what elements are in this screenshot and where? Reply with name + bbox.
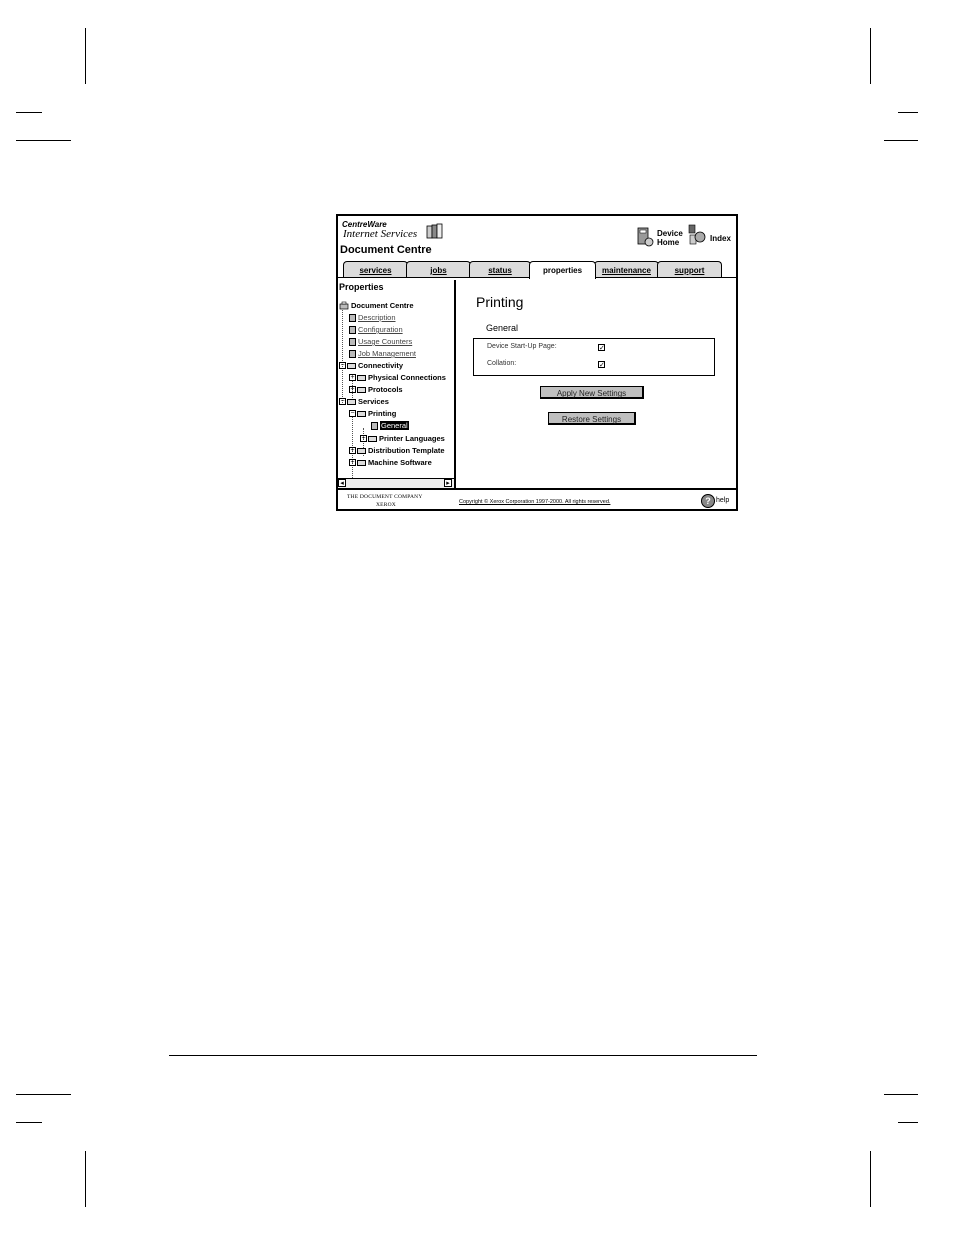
index-icon[interactable]	[688, 224, 706, 246]
crop-mark	[884, 1094, 918, 1095]
brand-centreware: CentreWare	[342, 220, 387, 229]
crop-mark	[870, 1151, 871, 1207]
crop-mark	[16, 140, 71, 141]
tree-item-label: Usage Counters	[358, 337, 413, 346]
company-name: THE DOCUMENT COMPANY	[347, 494, 423, 500]
crop-mark	[16, 1094, 71, 1095]
collapse-icon[interactable]: −	[340, 362, 345, 369]
folder-icon	[357, 375, 366, 381]
tree-item-distribution-template[interactable]	[349, 446, 445, 455]
tree-item-label: General	[381, 421, 408, 430]
folder-icon	[357, 448, 366, 454]
tree-item-label: Machine Software	[368, 458, 432, 467]
collapse-icon[interactable]: −	[340, 398, 345, 405]
folder-icon	[357, 460, 366, 466]
tree-item-label: Configuration	[358, 325, 403, 334]
crop-mark	[898, 112, 918, 113]
apply-new-settings-button[interactable]: Apply New Settings	[540, 386, 644, 399]
properties-tree-panel	[338, 280, 456, 488]
tab-maintenance[interactable]: maintenance	[594, 261, 659, 278]
crop-mark	[870, 28, 871, 84]
device-home-label-2: Home	[657, 238, 680, 247]
startup-page-checkbox[interactable]: ✓	[599, 345, 605, 352]
page-title: Printing	[476, 294, 524, 310]
crop-mark	[16, 112, 42, 113]
books-logo-icon	[426, 223, 444, 239]
page-rule	[169, 1055, 757, 1056]
document-icon	[349, 314, 356, 322]
folder-icon	[357, 387, 366, 393]
tree-item-job-management[interactable]	[349, 349, 416, 358]
expand-icon[interactable]: +	[361, 435, 366, 442]
tree-item-usage-counters[interactable]	[349, 337, 412, 346]
document-icon	[349, 338, 356, 346]
tree-item-label: Connectivity	[358, 361, 404, 370]
index-link[interactable]: Index	[710, 234, 731, 243]
scroll-right-icon[interactable]: ▸	[444, 479, 452, 487]
copyright-link[interactable]: Copyright © Xerox Corporation 1997-2000. All rights reserved.	[459, 499, 611, 505]
device-home-label-1: Device	[657, 229, 683, 238]
xerox-logo: XEROX	[376, 502, 396, 508]
tab-services[interactable]: services	[343, 261, 408, 278]
section-title: General	[486, 323, 519, 333]
general-settings-box	[473, 338, 715, 376]
tree-item-connectivity[interactable]	[339, 361, 403, 370]
collation-checkbox[interactable]: ✓	[599, 362, 605, 369]
folder-icon	[357, 411, 366, 417]
crop-mark	[898, 1122, 918, 1123]
main-content	[456, 280, 736, 488]
crop-mark	[85, 28, 86, 84]
tree-item-services[interactable]	[339, 397, 389, 406]
tree-item-printing[interactable]	[349, 409, 396, 418]
folder-icon	[347, 363, 356, 369]
tree-item-label: Protocols	[368, 385, 403, 394]
tree-title: Properties	[339, 282, 384, 292]
tree-item-printer-languages[interactable]	[360, 434, 445, 443]
crop-mark	[884, 140, 918, 141]
device-home-icon[interactable]	[636, 226, 654, 248]
device-home-link[interactable]	[657, 229, 683, 247]
document-icon	[371, 422, 378, 430]
scroll-left-icon[interactable]: ◂	[338, 479, 346, 487]
expand-icon[interactable]: +	[350, 374, 355, 381]
tree-item-label: Job Management	[358, 349, 416, 358]
tree-item-description[interactable]	[349, 313, 396, 322]
browser-window	[336, 214, 738, 511]
tree-item-label: Description	[358, 313, 396, 322]
help-link[interactable]: help	[716, 497, 730, 504]
tree-item-label: Printer Languages	[379, 434, 445, 443]
horizontal-scrollbar[interactable]	[338, 478, 454, 488]
tab-properties[interactable]: properties	[529, 261, 596, 279]
tree-item-configuration[interactable]	[349, 325, 403, 334]
help-icon[interactable]: ?	[701, 494, 715, 508]
brand-internet-services: Internet Services	[343, 228, 418, 240]
footer	[338, 488, 736, 510]
document-icon	[349, 350, 356, 358]
tree-item-general[interactable]	[371, 421, 409, 430]
crop-mark	[85, 1151, 86, 1207]
tree-item-label: Document Centre	[351, 301, 414, 310]
restore-settings-button[interactable]: Restore Settings	[548, 412, 636, 425]
tree-item-label: Services	[358, 397, 389, 406]
folder-icon	[347, 399, 356, 405]
crop-mark	[16, 1122, 42, 1123]
tree-item-machine-software[interactable]	[349, 458, 432, 467]
document-icon	[349, 326, 356, 334]
tree-item-physical-connections[interactable]	[349, 373, 446, 382]
collation-label: Collation:	[487, 360, 517, 367]
tab-bar	[338, 261, 736, 278]
expand-icon[interactable]: +	[350, 386, 355, 393]
header	[338, 216, 736, 261]
tree-item-label: Physical Connections	[368, 373, 446, 382]
folder-icon	[368, 436, 377, 442]
device-name: Document Centre	[340, 244, 432, 256]
printer-icon	[339, 301, 349, 310]
tree-item-protocols[interactable]	[349, 385, 403, 394]
tab-support[interactable]: support	[657, 261, 722, 278]
tree-item-label: Distribution Template	[368, 446, 445, 455]
tab-jobs[interactable]: jobs	[406, 261, 471, 278]
collapse-icon[interactable]: −	[350, 410, 355, 417]
tree-guide	[342, 307, 343, 405]
startup-page-label: Device Start-Up Page:	[487, 343, 557, 350]
tree-item-label: Printing	[368, 409, 397, 418]
expand-icon[interactable]: +	[350, 447, 355, 454]
tab-status[interactable]: status	[469, 261, 531, 278]
expand-icon[interactable]: +	[350, 459, 355, 466]
tree-item-document-centre[interactable]	[339, 301, 414, 310]
